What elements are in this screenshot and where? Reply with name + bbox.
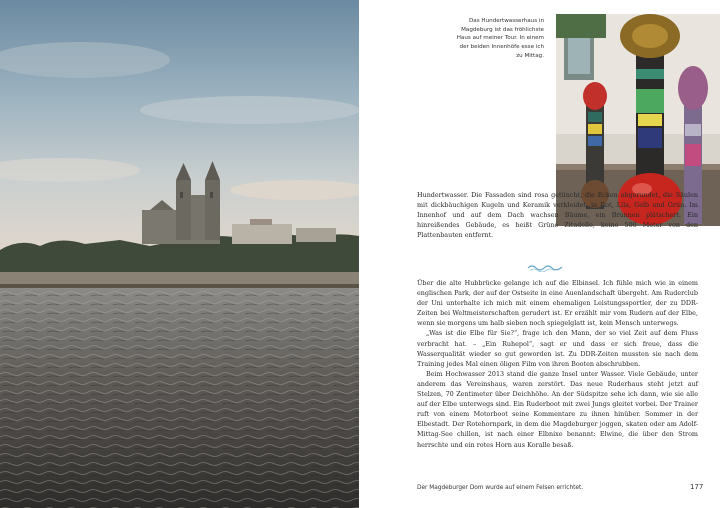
body-text-lower: [417, 278, 698, 450]
page-number: 177: [690, 483, 704, 491]
wave-ornament-icon: [527, 262, 563, 272]
paragraph: „Was ist die Elbe für Sie?“, frage ich den Mann, der so viel Zeit auf dem Fluss verbracht hat. – „Ein Ruhepol“, sagt er und dass er sich freue, dass die Wasserqualität wieder so gut geworden ist. Zu DDR-Zeiten mussten sie nach dem Training jedes Mal einen öligen Film von ihren Booten abschrubben.: [417, 329, 698, 368]
paragraph: Über die alte Hubbrücke gelange ich auf die Elbinsel. Ich fühle mich wie in einem englischen Park, der auf der Ostseite in eine Auenlandschaft übergeht. Am Ruderclub der Uni unterhalte ich mich mit einem ehemaligen Leistungssportler, der zu DDR-Zeiten bei Weltmeisterschaften gerudert ist. Er erzählt mir vom Rudern auf der Elbe, wenn sie morgens um halb sieben noch spiegelglatt ist, kein Mensch unterwegs.: [417, 279, 698, 328]
paragraph: Beim Hochwasser 2013 stand die ganze Insel unter Wasser. Viele Gebäude, unter anderem das Vereinshaus, waren zerstört. Das neue Ruderhaus steht jetzt auf Stelzen, 70 Zentimeter über Deichhöhe. An der Südspitze sehe ich dann, wie sie alle auf der Elbe unterwegs sind. Ein Ruderboot mit zwei Jungs gleitet vorbei. Der Trainer ruft von einem Motorboot seine Kommentare zu ihnen hinüber. Sommer in der Elbestadt. Der Rotehornpark, in dem die Magdeburger joggen, skaten oder am Adolf-Mittag-See chillen, ist nach einer Elbnixe benannt: Elwine, die über den Strom herrschte und ein rotes Horn aus Koralle besaß.: [417, 369, 698, 449]
photo-caption-top: Das Hundertwasserhaus in Magdeburg ist das fröhlichste Haus auf meiner Tour. In einem der beiden Innenhöfe esse ich zu Mittag.: [456, 18, 544, 59]
paragraph: Hundertwasser. Die Fassaden sind rosa getüncht, die Ecken abgerundet, die Säulen mit dickbäuchigen Kugeln und Keramik verkleidet, in Rot, Lila, Gelb und Grün. Im Innenhof und auf dem Dach wachsen Bäume, ein Brunnen plätschert. Ein hinreißendes Gebäude, es heißt Grüne Zitadelle, keine 500 Meter von den Plattenbauten entfernt.: [417, 191, 698, 240]
photo-caption-bottom: Der Magdeburger Dom wurde auf einem Felsen errichtet.: [417, 485, 584, 491]
body-text-upper: [417, 190, 698, 240]
cathedral-river-photo: [0, 0, 359, 508]
